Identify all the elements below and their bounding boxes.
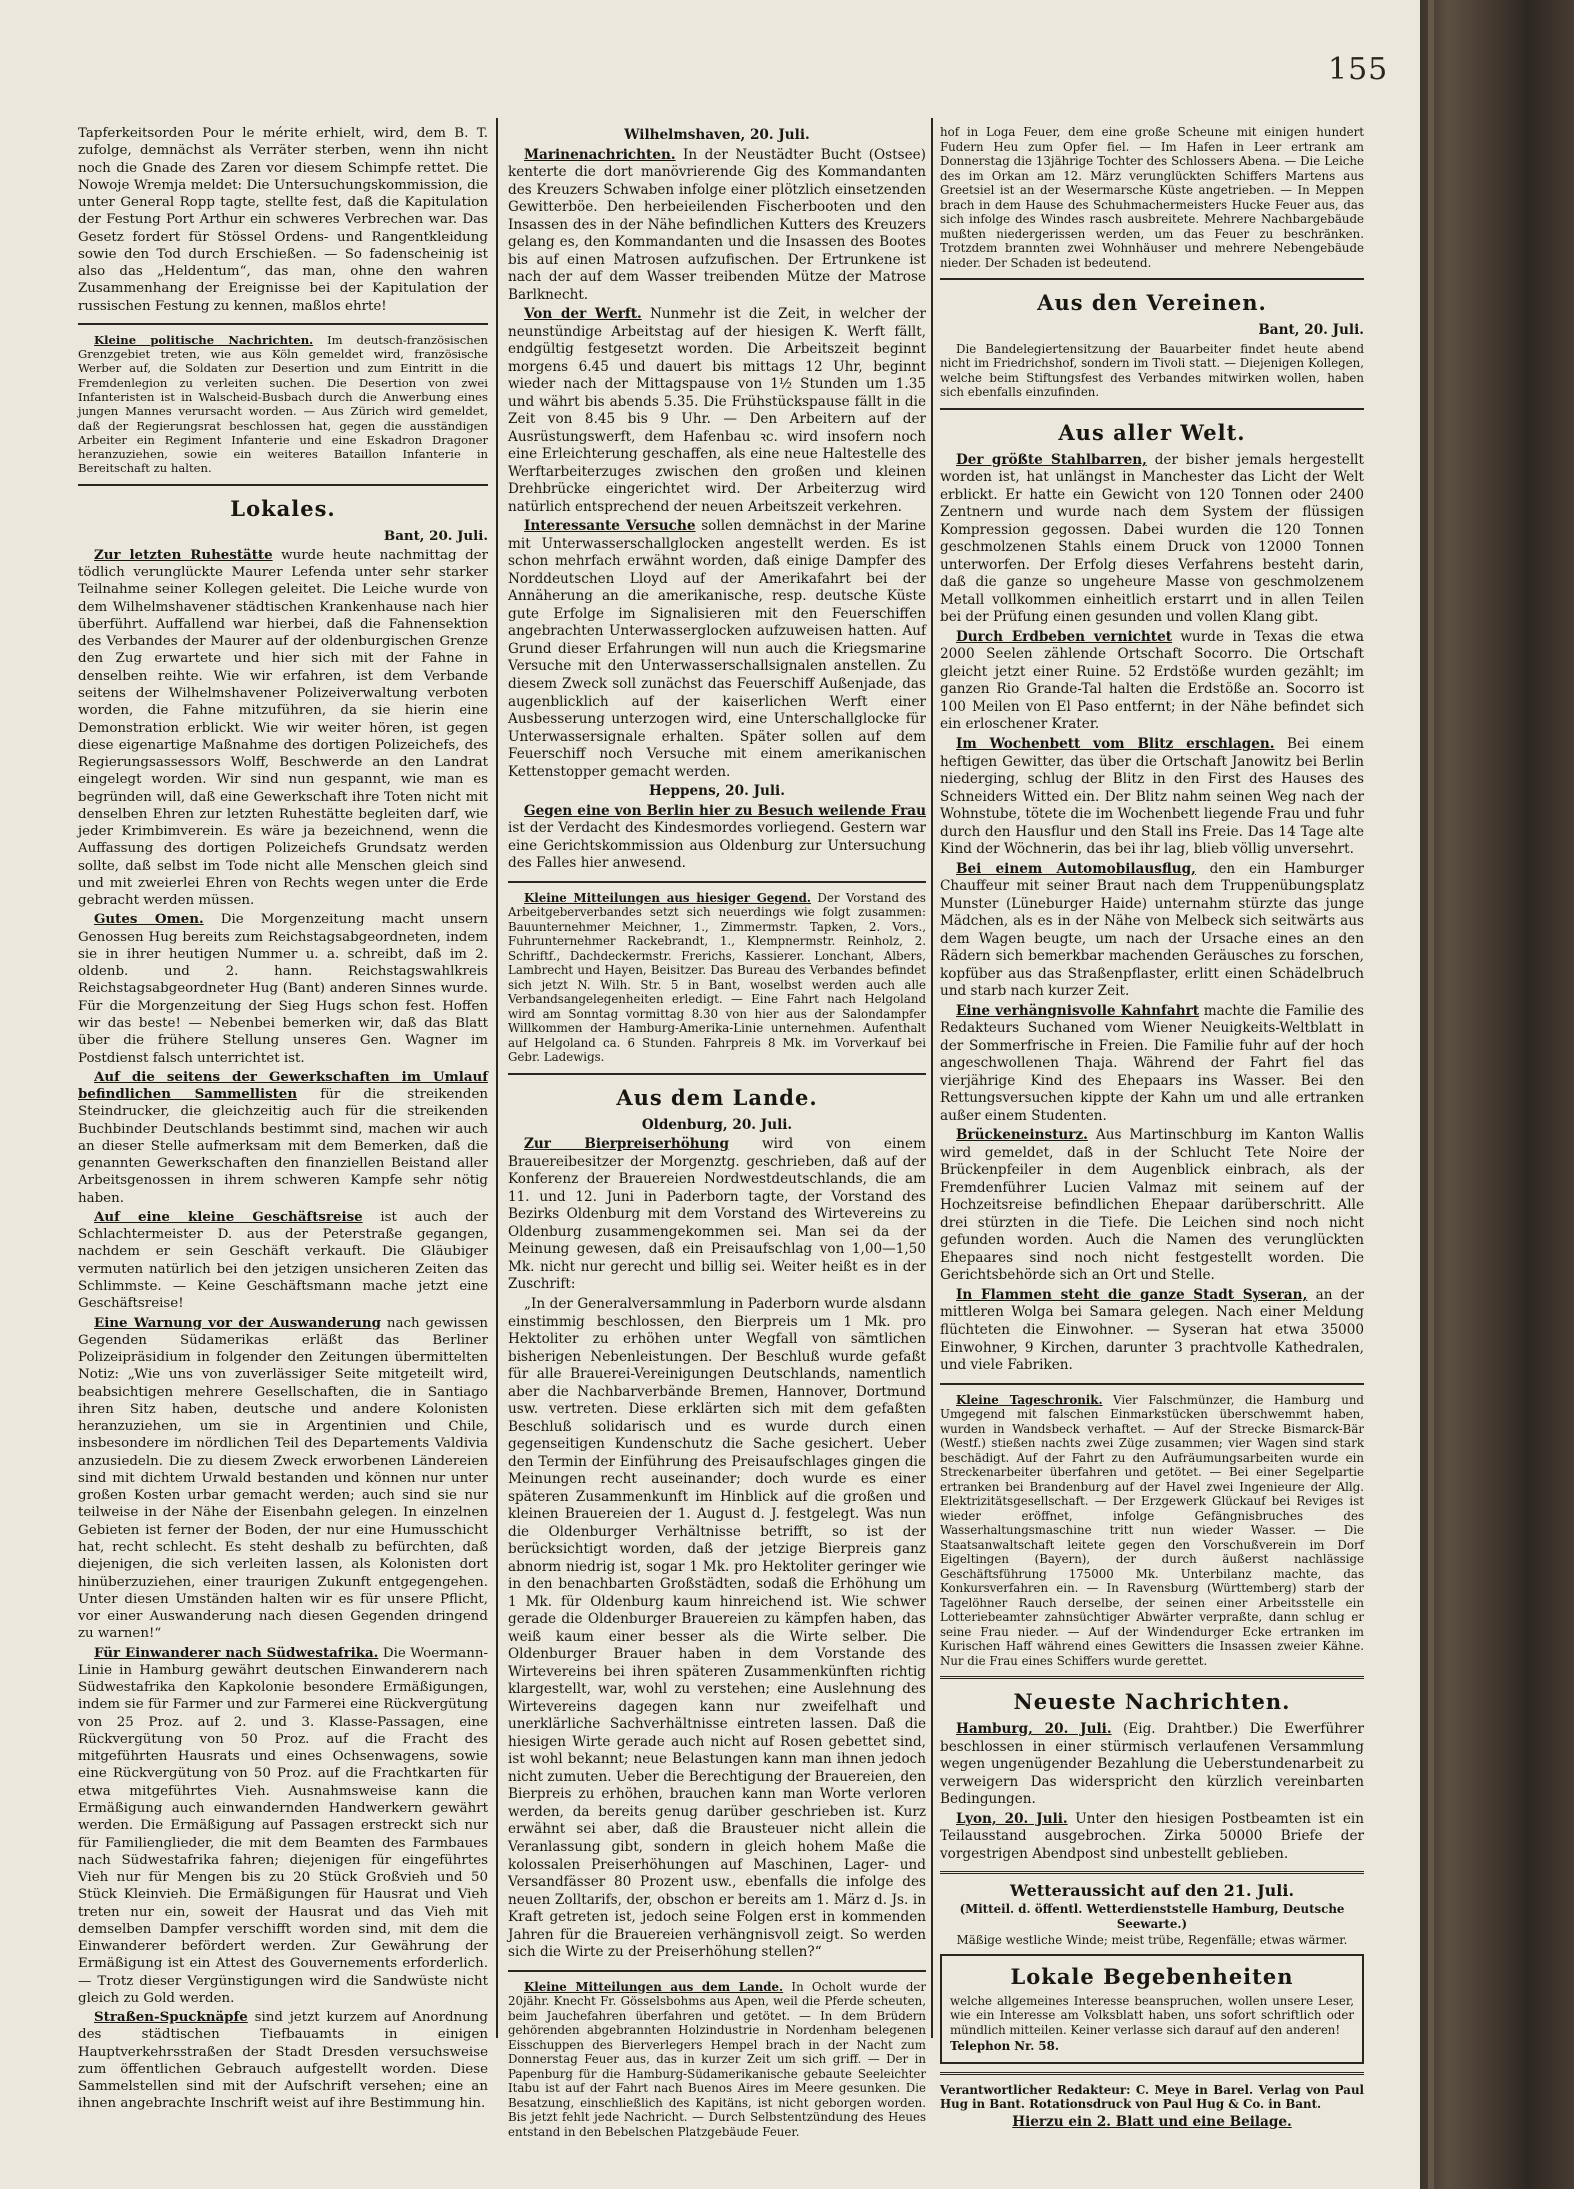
notice-text: welche allgemeines Interesse beanspruchen, wollen unsere Leser, wie ein Interesse am Volksblatt haben, uns sofort schriftlich oder mündlich mitteilen. Keiner verlasse sich darauf auf den anderen! (950, 1993, 1354, 2037)
column-2 (508, 125, 926, 2141)
article-lead: Kleine Mitteilungen aus dem Lande. (524, 1979, 784, 1994)
dateline: Wilhelmshaven, 20. Juli. (624, 127, 810, 143)
article-lead: Eine verhängnisvolle Kahnfahrt (956, 1002, 1200, 1019)
weather-source: (Mitteil. d. öffentl. Wetterdienststelle Hamburg, Deutsche Seewarte.) (959, 1901, 1345, 1931)
article: Auf eine kleine Geschäftsreise ist auch der Schlachtermeister D. aus der Peterstraße gegangen, nachdem er sein Geschäft verkauft. Die Gläubiger vermuten natürlich bei den jetzigen unsicheren Zeiten das Schlimmste. — Keine Geschäftsmann mache jetzt eine Geschäftsreise! (78, 1208, 488, 1312)
telephone: Telephon Nr. 58. (950, 2039, 1059, 2054)
article-quote: „In der Generalversammlung in Paderborn wurde alsdann einstimmig beschlossen, den Bierpreis um 1 Mk. pro Hektoliter zu erhöhen unter Wegfall von sämtlichen bisherigen Nebenleistungen. Der Beschluß wurde gefaßt für alle Brauerei-Vereinigungen Deutschlands, namentlich aber die Nachbarverbände Bremen, Hannover, Dortmund usw. vertreten. Diese erklärten sich mit dem gefaßten Beschluß solidarisch und es wurde durch einen gegenseitigen Kundenschutz die Sache gesichert. Ueber den Termin der Einführung des Preisaufschlages gingen die Meinungen recht auseinander; doch wurde es einer späteren Zusammenkunft im Hinblick auf die großen und kleinen Brauereien der 1. August d. J. festgelegt. Was nun die Oldenburger Verhältnisse betrifft, so ist der berücksichtigt worden, daß der jetzige Bierpreis ganz abnorm niedrig ist, sogar 1 Mk. pro Hektoliter geringer wie in den benachbarten Großstädten, sodaß die Erhöhung um 1 Mk. für Oldenburg kaum hinreichend ist. Wie schwer gerade die Oldenburger Brauereien zu kämpfen haben, das weiß kaum einer besser als die Wirte selber. Die Oldenburger Brauer haben in dem Vorstande des Wirtevereins bei ihren späteren Zusammenkünften richtig klargestellt, war, wohl zu verstehen; eine Auslehnung des Wirtevereins dagegen kann nur zweifelhaft und unerklärliche Sachverhältnisse eintreten lassen. Daß die hiesigen Wirte gerade auch nicht auf Rosen gebettet sind, ist wohl bekannt; neue Belastungen kann man ihnen jedoch nicht zumuten. Ueber die Berechtigung der Brauereien, den Bierpreis zu erhöhen, brauchen kann man Worte verloren werden, da bereits genug darüber geschrieben ist. Kurz erwähnt sei aber, daß die Brausteuer nicht allein die Veranlassung gibt, sondern in gleich hohem Maße die kolossalen Preiserhöhungen auf Maschinen, Lager- und Versandfässer 80 Prozent usw., ebenfalls die infolge des neuen Zolltarifs, der, obschon er bereits am 1. März d. Js. in Kraft getreten ist, jedoch seine Folgen erst in kommenden Jahren für die Brauereien verhängnisvoll zeigt. So werden sich die Wirte zu der Preiserhöhung stellen?“ (508, 1296, 926, 1961)
divider (508, 881, 926, 883)
column-1 (78, 125, 488, 2115)
article-continuation: hof in Loga Feuer, dem eine große Scheune mit einigen hundert Fudern Heu zum Opfer fiel. — Im Hafen in Leer ertrank am Donnerstag die 13jährige Tochter des Schlossers Abena. — Die Leiche des im Orkan am 12. März verunglückten Schiffers Martens aus Greetsiel ist an der Wesermarsche Küste angetrieben. — In Meppen brach in dem Hause des Schuhmachermeisters Hucke Feuer aus, das sich infolge des Windes rasch ausbreitete. Mehrere Nachbargebäude mußten niedergerissen werden, um das Feuer zu beschränken. Trotzdem brannten zwei Wohnhäuser und mehrere Nebengebäude nieder. Der Schaden ist bedeutend. (940, 125, 1364, 270)
article: Von der Werft. Nunmehr ist die Zeit, in welcher der neunstündige Arbeitstag auf der hiesigen K. Werft fällt, endgültig festgesetzt worden. Die Arbeitszeit beginnt morgens 6.45 und dauert bis mittags 12 Uhr, beginnt wieder nach der Mittagspause von 1½ Stunden um 1.35 und währt bis abends 5.35. Die Frühstückspause fällt in die Zeit von 8.45 bis 9 Uhr. — Den Arbeitern auf der Ausrüstungswerft, dem Hafenbau ꝛc. wird insofern noch eine Erleichterung geschaffen, als eine neue Haltestelle des Werftarbeiterzuges zwischen den großen und kleinen Drehbrücke eingerichtet wird. Der Arbeiterzug wird natürlich entsprechend der neuen Arbeitszeit verkehren. (508, 306, 926, 515)
article: Zur letzten Ruhestätte wurde heute nachmittag der tödlich verunglückte Maurer Lefenda unter sehr starker Teilnahme seiner Kollegen geleitet. Die Leiche wurde von dem Wilhelmshavener städtischen Krankenhause nach hier überführt. Auffallend war hierbei, daß die Fahnensektion des Verbandes der Maurer auf der oldenburgischen Grenze den Zug erwartete und hier sich mit der Fahne in denselben reihte. Wie wir erfahren, ist dem Verbande seitens der Wilhelmshavener Polizeiverwaltung verboten worden, die Fahne mitzuführen, da sie hierin eine Demonstration erblickt. Wie wir weiter hören, ist gegen diese eigenartige Maßnahme des dortigen Polizeichefs, des Regierungsassessors Wolff, Beschwerde an den Landrat eingelegt worden. Wir sind nun gespannt, wie man es begründen will, daß eine Gewerkschaft ihre Toten nicht mit denselben Ehren zur letzten Ruhestätte begleiten darf, wie jeder Krimbimverein. Es wäre ja bezeichnend, wenn die Auffassung des dortigen Polizeichefs Grundsatz werden sollte, daß selbst im Tode nicht alle Menschen gleich sind und mit zweierlei Ehren von Rechts wegen unter die Erde gebracht werden müssen. (78, 546, 488, 909)
divider (940, 1871, 1364, 1874)
article: Marinenachrichten. In der Neustädter Bucht (Ostsee) kenterte die dort manövrierende Gig des Kommandanten des Kreuzers Schwaben infolge einer plötzlich einsetzenden Gewitterböe. Den herbeieilenden Fischerbooten und den Insassen des in der Nähe befindlichen Kutters des Kreuzers gelang es, den Kommandanten und die Insassen des Bootes bis auf einen Matrosen aufzufischen. Der Ertrunkene ist nach der auf dem Wasser treibenden Mütze der Matrose Barlknecht. (508, 146, 926, 303)
weather-text: Mäßige westliche Winde; meist trübe, Regenfälle; etwas wärmer. (956, 1933, 1348, 1948)
article: Auf die seitens der Gewerkschaften im Umlauf befindlichen Sammellisten für die streikenden Steindrucker, die gleichzeitig auch für die streikenden Buchbinder Deutschlands bestimmt sind, machen wir auch an dieser Stelle aufmerksam mit dem Bemerken, daß die genannten Gewerkschaften den finanziellen Beistand aller Arbeitsgenossen in ihrem schweren Kampfe sehr nötig haben. (78, 1068, 488, 1206)
section-heading-neueste-nachrichten: Neueste Nachrichten. (1013, 1689, 1291, 1715)
article: Eine Warnung vor der Auswanderung nach gewissen Gegenden Südamerikas erläßt das Berliner Polizeipräsidium in folgender den Zeitungen übermittelten Notiz: „Wie uns von zuverlässiger Seite mitgeteilt wird, beabsichtigen mehrere Gesellschaften, die in Santiago ihren Sitz haben, deutsche und andere Kolonisten heranzuziehen, um sie in Argentinien und Chile, insbesondere im nördlichen Teil des Departements Valdivia anzusiedeln. Die zu diesem Zweck erworbenen Ländereien sind mit dichtem Urwald bestanden und können nur unter großen Kosten urbar gemacht werden; auch sind sie nur teilweise in der Nähe der Eisenbahn gelegen. In einzelnen Gebieten ist ferner der Boden, der nur eine Humusschicht hat, recht schlecht. Es steht deshalb zu befürchten, daß diejenigen, die sich verleiten lassen, als Kolonisten dort hinüberzuziehen, einer traurigen Zukunft entgegengehen. Unter diesen Umständen halten wir es für unsere Pflicht, vor einer Auswanderung nach diesen Gegenden dringend zu warnen!“ (78, 1314, 489, 1642)
article: Gegen eine von Berlin hier zu Besuch weilende Frau ist der Verdacht des Kindesmordes vorliegend. Gestern war eine Gerichtskommission aus Oldenburg zur Untersuchung des Falles hier anwesend. (508, 802, 926, 872)
article-lead: Zur letzten Ruhestätte (94, 546, 273, 563)
article-lead: Für Einwanderer nach Südwestafrika. (94, 1644, 379, 1661)
article: In Flammen steht die ganze Stadt Syseran, an der mittleren Wolga bei Samara gelegen. Nach einer Meldung flüchteten die Einwohner. — Syseran hat etwa 35000 Einwohner, 9 Kirchen, darunter 3 prachtvolle Kathedralen, und viele Fabriken. (940, 1286, 1365, 1374)
section-heading-lokales: Lokales. (230, 495, 336, 521)
page-number: 155 (1328, 52, 1389, 87)
article-kleine-politische: Kleine politische Nachrichten. Im deutsch-französischen Grenzgebiet treten, wie aus Köln gemeldet wird, französische Werber auf, die Soldaten zur Desertion und zum Eintritt in die Fremdenlegion zu verleiten suchen. Die Desertion von zwei Infanteristen ist in Walscheid-Busbach durch die Anwerbung eines jungen Mannes verursacht worden. — Aus Zürich wird gemeldet, daß der Regierungsrat beschlossen hat, gegen die ausständigen Arbeiter ein Regiment Infanterie und eine Eskadron Dragoner heranzuziehen, sowie ein weiteres Bataillon Infanterie in Bereitschaft zu halten. (78, 332, 488, 476)
article-lead: Gutes Omen. (94, 911, 204, 928)
article-lead: Kleine politische Nachrichten. (94, 332, 314, 347)
article-lead: Gegen eine von Berlin hier zu Besuch weilende Frau (524, 802, 926, 819)
divider (940, 1676, 1364, 1679)
divider (78, 323, 488, 325)
article-lead: Interessante Versuche (524, 518, 696, 535)
article: Hamburg, 20. Juli. (Eig. Drahtber.) Die Ewerführer beschlossen in einer stürmisch verlaufenen Versammlung wegen ungenügender Bezahlung die Ueberstundenarbeit zu verweigern Das widerspricht den kürzlich vereinbarten Bedingungen. (940, 1721, 1364, 1808)
weather-title: Wetteraussicht auf den 21. Juli. (1009, 1881, 1295, 1901)
article-lead: Im Wochenbett vom Blitz erschlagen. (956, 735, 1275, 752)
impressum: Verantwortlicher Redakteur: C. Meye in Barel. Verlag von Paul Hug in Bant. Rotationsdruck von Paul Hug & Co. in Bant. (940, 2082, 1364, 2112)
article: Brückeneinsturz. Aus Martinschburg im Kanton Wallis wird gemeldet, daß in der Schlucht Tete Noire der Brückenpfeiler in dem Augenblick einbrach, als der Fremdenführer Lucien Valmaz mit seinem auf der Hochzeitsreise befindlichen Ehepaar darüberschritt. Alle drei stürzten in die Tiefe. Die Leichen sind noch nicht gefunden worden. Auch die Namen des verunglückten Ehepaares sind noch nicht festgestellt worden. Die Gerichtsbehörde sich an Ort und Stelle. (940, 1127, 1364, 1284)
divider (508, 1073, 926, 1075)
article: Die Bandelegiertensitzung der Bauarbeiter findet heute abend nicht im Friedrichshof, sondern im Tivoli statt. — Diejenigen Kollegen, welche beim Stiftungsfest des Verbandes mitwirken wollen, haben sich ebenfalls einzufinden. (940, 341, 1364, 400)
book-binding (1420, 0, 1574, 2189)
article: Zur Bierpreiserhöhung wird von einem Brauereibesitzer der Morgenztg. geschrieben, daß auf der Konferenz der Brauereien Nordwestdeutschlands, die am 11. und 12. Juni in Paderborn tagte, der Vorstand des Bezirks Oldenburg mit dem Vorstand des Wirtevereins zu Oldenburg zusammengekommen sei. Man sei da der Meinung gewesen, daß ein Preisaufschlag von 1,00—1,50 Mk. nicht nur gerecht und billig sei. Weiter heißt es in der Zuschrift: (508, 1136, 926, 1293)
article-lead: Bei einem Automobilausflug, (956, 860, 1196, 877)
article: Für Einwanderer nach Südwestafrika. Die Woermann-Linie in Hamburg gewährt deutschen Einwanderern nach Südwestafrika den Kapkolonie besondere Ermäßigungen, indem sie für Farmer und zur Farmerei eine Rückvergütung von 25 Proz. auf 2. und 3. Klasse-Passagen, eine Rückvergütung von 50 Proz. auf die Fracht des mitgeführten Hausrats und eines Ochsenwagens, sowie eine Rückvergütung von 50 Proz. auf die Frachtkarten für etwa mitgeführtes Vieh. Ausnahmsweise kann die Ermäßigung auch einwandernden Handwerkern gewährt werden. Die Ermäßigung auf Passagen erstreckt sich nur für Familienglieder, die mit dem Beamten des Farmbaues nach Südwestafrika fahren; diejenigen für eingeführtes Vieh nur für Mengen bis zu 20 Stück Großvieh und 50 Stück Kleinvieh. Die Ermäßigungen für Hausrat und Vieh treten nur ein, soweit der Hausrat und das Vieh mit demselben Dampfer verschifft worden sind, mit dem die Einwanderer befördert werden. Zur Gewährung der Ermäßigung ist ein Attest des Gouvernements erforderlich. — Trotz dieser Vergünstigungen wird die Sandwüste nicht gleich zu Gold werden. (78, 1644, 488, 2006)
article: Durch Erdbeben vernichtet wurde in Texas die etwa 2000 Seelen zählende Ortschaft Socorro. Die Ortschaft gleicht jetzt einer Ruine. 52 Erdstöße wurden gezählt; im ganzen Rio Grande-Tal halten die Erdstöße an. Socorro ist 100 Meilen von El Paso entfernt; in der Nähe befindet sich ein erloschener Krater. (940, 628, 1364, 733)
divider (940, 2072, 1364, 2075)
section-heading-lokale-begebenheiten: Lokale Begebenheiten (1010, 1963, 1294, 1989)
article-tageschronik: Kleine Tageschronik. Vier Falschmünzer, die Hamburg und Umgegend mit falschen Einmarkstücken überschwemmt haben, wurden in Wandsbeck verhaftet. — Auf der Strecke Bismarck-Bär (Westf.) stießen nachts zwei Züge zusammen; vier Wagen sind stark beschädigt. Auf der Fahrt zu den Aufräumungsarbeiten wurde ein Streckenarbeiter überfahren und getötet. — Bei einer Segelpartie ertranken bei Brandenburg auf der Havel zwei Ingenieure der Allg. Elektrizitätsgesellschaft. — Der Erzgewerk Glückauf bei Reviges ist wieder eröffnet, infolge Gefängnisbruches des Wasserhaltungsmaschine tritt nun wieder Wasser. — Die Staatsanwaltschaft leitete gegen den Vorschußverein im Dorf Eigeltingen (Bayern), der durch äußerst nachlässige Geschäftsführung 175000 Mk. Unterbilanz machte, das Konkursverfahren ein. — In Ravensburg (Württemberg) starb der Tagelöhner Rauch derselbe, der seinen einer Arbeitsstelle ein Lotteriebeamter zahnsüchtiger Abwärter verpraßte, dann schlug er seine Frau nieder. — Auf der Windendurger Ecke ertranken im Kurischen Haff während eines Gewitters die Insassen zweier Kähne. Nur die Frau eines Schiffers wurde gerettet. (940, 1392, 1364, 1668)
article-lead: Eine Warnung vor der Auswanderung (94, 1314, 381, 1331)
dateline: Bant, 20. Juli. (1258, 322, 1364, 339)
column-3 (940, 125, 1364, 2133)
column-rule (931, 118, 933, 2038)
divider (940, 1383, 1364, 1385)
article: Straßen-Spucknäpfe sind jetzt kurzem auf Anordnung des städtischen Tiefbauamts in einigen Hauptverkehrsstraßen der Stadt Dresden versuchsweise zum öffentlichen Gebrauch aufgestellt worden. Diese Sammelstellen sind mit der Aufschrift versehen; eine an ihnen angebrachte Inschrift weist auf ihre Bestimmung hin. (78, 2009, 488, 2112)
divider (940, 278, 1364, 280)
article-lead: Der größte Stahlbarren, (956, 451, 1147, 468)
article-lead: Marinenachrichten. (524, 146, 676, 163)
dateline: Heppens, 20. Juli. (649, 783, 785, 800)
article-lead: Auf eine kleine Geschäftsreise (94, 1208, 363, 1225)
article-kleine-mitteilungen: Kleine Mitteilungen aus hiesiger Gegend. Der Vorstand des Arbeitgeberverbandes setzt sich neuerdings wie folgt zusammen: Bauunternehmer Meichner, 1., Zimmermstr. Tapken, 2. Vors., Fuhrunternehmer Rackebrandt, 1., Klempnermstr. Reinholz, 2. Schriftf., Dachdeckermstr. Frerichs, Kassierer. Lonchant, Albers, Lambrecht und Hayen, Beisitzer. Das Bureau des Verbandes befindet sich jetzt N. Wilh. Str. 5 in Bant, woselbst werden auch alle Verbandsangelegenheiten erledigt. — Eine Fahrt nach Helgoland wird am Sonntag vormittag 8.30 von hier aus der Salondampfer Willkommen der Hamburg-Amerika-Linie unternehmen. Aufenthalt auf Helgoland ca. 6 Stunden. Fahrpreis 8 Mk. im Vorverkauf bei Gebr. Ladewigs. (508, 890, 926, 1065)
article: Bei einem Automobilausflug, den ein Hamburger Chauffeur mit seiner Braut nach dem Truppenübungsplatz Munster (Lüneburger Haide) unternahm stürzte das junge Mädchen, als es in der Nähe von Melbeck sich seitwärts aus dem Wagen beugte, um nach der Ursache eines an den Rädern sich bemerkbar machenden Geräusches zu forschen, kopfüber aus das Straßenpflaster, erlitt einen Schädelbruch und starb nach kurzer Zeit. (940, 860, 1364, 1000)
section-heading-aus-aller-welt: Aus aller Welt. (1058, 419, 1246, 445)
article-kleine-mitteilungen-lande: Kleine Mitteilungen aus dem Lande. In Ocholt wurde der 20jähr. Knecht Fr. Gösselsbohms aus Apen, weil die Pferde scheuten, beim Jauchefahren überfahren und getötet. — In dem Brüdern gehörenden abgebrannten Holzindustrie in Nordenham belegenen Eisschuppen des Bierverlegers Hempel brach in der Nacht zum Donnerstag Feuer aus, das in kurzer Zeit um sich griff. — Der in Papenburg für die Hamburg-Südamerikanische gebaute Seeleichter Itabu ist auf der Fahrt nach Buenos Aires im Meere gesunken. Die Besatzung, einschließlich des Kapitäns, ist nicht geborgen worden. Bis jetzt fehlt jede Nachricht. — Durch Selbstentzündung des Heues entstand in den Bebelschen Platzgebäude Feuer. (508, 1979, 926, 2139)
article-lead: Auf die seitens der Gewerkschaften im Umlauf befindlichen Sammellisten (78, 1068, 488, 1103)
column-rule (496, 118, 498, 2038)
article-lead: Zur Bierpreiserhöhung (524, 1136, 729, 1153)
article: Lyon, 20. Juli. Unter den hiesigen Postbeamten ist ein Teilausstand ausgebrochen. Zirka 50000 Briefe der vorgestrigen Abendpost sind unbestellt geblieben. (940, 1810, 1364, 1862)
article: Eine verhängnisvolle Kahnfahrt machte die Familie des Redakteurs Suchaned vom Wiener Neuigkeits-Weltblatt in der Sommerfrische in Freien. Die Familie fuhr auf der hoch angeschwollenen Thaja. Während der Fahrt fiel das vierjährige Kind des Ehepaars ins Wasser. Bei den Rettungsversuchen kippte der Kahn um und alle ertranken außer einem Studenten. (940, 1002, 1364, 1124)
article-lead: Kleine Mitteilungen aus hiesiger Gegend. (524, 890, 811, 905)
dateline: Oldenburg, 20. Juli. (641, 1116, 793, 1133)
divider (508, 1970, 926, 1972)
article-lead: Hamburg, 20. Juli. (956, 1721, 1112, 1738)
section-heading-vereinen: Aus den Vereinen. (1037, 290, 1267, 316)
article-lead: Lyon, 20. Juli. (956, 1810, 1068, 1827)
article: Gutes Omen. Die Morgenzeitung macht unsern Genossen Hug bereits zum Reichstagsabgeordneten, indem sie in ihrer heutigen Nummer u. a. schreibt, daß im 2. oldenb. und 2. hann. Reichstagswahlkreis Reichstagsabgeordneter Hug (Bant) anderen Sinnes wurde. Für die Morgenzeitung der Sieg Hugs schon fest. Hoffen wir das beste! — Nebenbei bemerken wir, daß das Blatt über die frühere Stellung unseres Gen. Wagner im Postdienst falsch unterrichtet ist. (78, 911, 489, 1066)
article-lead: Kleine Tageschronik. (956, 1392, 1103, 1407)
dateline: Bant, 20. Juli. (383, 527, 488, 544)
article: Der größte Stahlbarren, der bisher jemals hergestellt worden ist, hat unlängst in Manchester das Licht der Welt erblickt. Er hatte ein Gewicht von 120 Tonnen oder 2400 Zentnern und wurde nach dem System der flüssigen Kompression gegossen. Dabei wurden die 120 Tonnen geschmolzenen Stahls einem Druck von 12000 Tonnen unterworfen. Der Erfolg dieses Verfahrens besteht darin, daß die ganze so ungeheure Masse von geschmolzenem Metall vollkommen einheitlich erstarrt und in allen Teilen bei der Prüfung einen gesunden und vollen Klang gibt. (940, 451, 1364, 626)
divider (78, 484, 488, 486)
divider (940, 408, 1364, 410)
article: Im Wochenbett vom Blitz erschlagen. Bei einem heftigen Gewitter, das über die Ortschaft Janowitz bei Berlin niederging, schlug der Blitz in den First des Hauses des Schneiders Witted ein. Der Blitz nahm seinen Weg nach der Wohnstube, tötete die im Wochenbett liegende Frau und fuhr durch den Hausflur und den Stall ins Freie. Das 14 Tage alte Kind der Wöchnerin, das bei ihr lag, blieb völlig unversehrt. (940, 735, 1364, 858)
article: Interessante Versuche sollen demnächst in der Marine mit Unterwasserschallglocken angestellt werden. Es ist schon mehrfach erwähnt worden, daß einige Dampfer des Norddeutschen Lloyd auf der Amerikafahrt bei der Annäherung an die amerikanische, resp. deutsche Küste gute Erfolge im Signalisieren mit den Feuerschiffen angebrachten Unterwasserglocken aufzuweisen hatten. Auf Grund dieser Erfahrungen will nun auch die Kriegsmarine Versuche mit den Unterwasserschallsignalen anstellen. Zu diesem Zweck soll zunächst das Feuerschiff Außenjade, das augenblicklich auf der kaiserlichen Werft einer Ausbesserung unterzogen wird, eine Unterschallglocke für Unterwassersignale erhalten. Später sollen auf dem Feuerschiff noch Versuche mit einem amerikanischen Kettenstopper gemacht werden. (508, 518, 926, 780)
article-lead: Brückeneinsturz. (956, 1127, 1088, 1144)
article-lead: Von der Werft. (524, 306, 642, 323)
supplement-note: Hierzu ein 2. Blatt und eine Beilage. (1012, 2113, 1292, 2130)
article-continuation: Tapferkeitsorden Pour le mérite erhielt, wird, dem B. T. zufolge, demnächst als Verräter sterben, wenn ihn nicht noch die Gnade des Zaren vor diesem Schimpfe rettet. Die Nowoje Wremja meldet: Die Untersuchungskommission, die unter General Ropp tagte, stellte fest, daß die Kapitulation der Festung Port Arthur ein schweres Verbrechen war. Das Gesetz fordert für Stössel Ordens- und Rangentkleidung sowie den Tod durch Erschießen. — So fadenscheinig ist also das „Heldentum“, das man, ohne den wahren Zusammenhang der Ereignisse bei der Kapitulation der russischen Festung zu kennen, maßlos ehrte! (78, 126, 488, 314)
notice-box (940, 1954, 1364, 2064)
article-lead: Durch Erdbeben vernichtet (956, 628, 1172, 645)
article-lead: Straßen-Spucknäpfe (94, 2009, 248, 2026)
article-lead: In Flammen steht die ganze Stadt Syseran, (956, 1286, 1308, 1303)
section-heading-aus-dem-lande: Aus dem Lande. (616, 1084, 818, 1110)
